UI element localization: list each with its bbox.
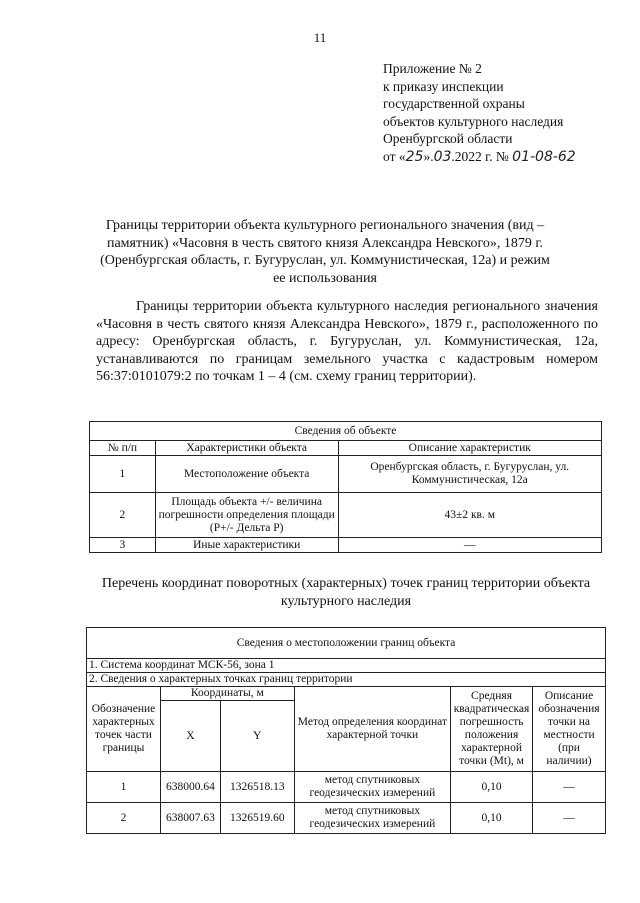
row-description: Оренбургская область, г. Бугуруслан, ул. Коммунистическая, 12а bbox=[338, 456, 601, 493]
column-header-x: X bbox=[160, 701, 220, 772]
coordinate-system: 1. Система координат МСК-56, зона 1 bbox=[87, 659, 606, 673]
order-number: 01-08-62 bbox=[512, 148, 576, 165]
point-method: метод спутниковых геодезических измерений bbox=[294, 772, 450, 803]
table-row bbox=[87, 803, 606, 834]
point-number: 2 bbox=[87, 803, 161, 834]
column-header: Описание характеристик bbox=[338, 441, 601, 456]
appendix-line: государственной охраны bbox=[383, 96, 525, 111]
appendix-line: Оренбургской области bbox=[383, 131, 513, 146]
row-description: 43±2 кв. м bbox=[338, 493, 601, 538]
point-y: 1326518.13 bbox=[220, 772, 294, 803]
column-header-method: Метод определения координат характерной точки bbox=[294, 687, 450, 772]
point-number: 1 bbox=[87, 772, 161, 803]
appendix-line: Приложение № 2 bbox=[383, 61, 482, 76]
row-characteristic: Местоположение объекта bbox=[155, 456, 338, 493]
object-info-table bbox=[89, 421, 602, 553]
body-paragraph bbox=[96, 298, 598, 386]
page-number: 11 bbox=[313, 30, 327, 45]
table-caption: Сведения о местоположении границ объекта bbox=[87, 628, 606, 659]
point-method: метод спутниковых геодезических измерений bbox=[294, 803, 450, 834]
column-header-y: Y bbox=[220, 701, 294, 772]
date-prefix: от « bbox=[383, 148, 406, 164]
column-header-error: Средняя квадратическая погрешность положения характерной точки (Mt), м bbox=[451, 687, 533, 772]
row-number: 1 bbox=[90, 456, 156, 493]
table-row bbox=[87, 772, 606, 803]
document-heading: Границы территории объекта культурного регионального значения (вид – памятник) «Часовня в честь святого князя Александра Невского», 1879 г. (Оренбургская область, г. Бугуруслан, ул. Коммунистическая, 12а) и режим ее использования bbox=[100, 218, 550, 286]
appendix-date-line bbox=[383, 148, 576, 167]
column-header-point: Обозначение характерных точек части границы bbox=[87, 687, 161, 772]
table-row bbox=[90, 538, 602, 553]
body-paragraph-text: Границы территории объекта культурного наследия регионального значения «Часовня в честь святого князя Александра Невского», 1879 г., расположенного по адресу: Оренбургская область, г. Бугуруслан, ул. Коммунистическая, 12а, устанавливаются по границам земельного участка с кадастровым номером 56:37:0101079:2 по точкам 1 – 4 (см. схему границ территории). bbox=[96, 299, 598, 384]
point-description: — bbox=[533, 803, 606, 834]
date-year: .2022 г. № bbox=[451, 148, 509, 164]
date-month: 03 bbox=[433, 148, 452, 165]
coords-heading: Перечень координат поворотных (характерных) точек границ территории объекта культурного наследия bbox=[101, 576, 591, 609]
column-header: № п/п bbox=[90, 441, 156, 456]
row-number: 2 bbox=[90, 493, 156, 538]
table-row bbox=[90, 456, 602, 493]
point-x: 638000.64 bbox=[160, 772, 220, 803]
point-y: 1326519.60 bbox=[220, 803, 294, 834]
appendix-block bbox=[383, 60, 576, 166]
column-header-coords: Координаты, м bbox=[160, 687, 294, 701]
point-x: 638007.63 bbox=[160, 803, 220, 834]
appendix-line: объектов культурного наследия bbox=[383, 113, 564, 129]
coordinates-table bbox=[86, 627, 606, 834]
appendix-line: к приказу инспекции bbox=[383, 78, 504, 94]
row-description: — bbox=[338, 538, 601, 553]
point-description: — bbox=[533, 772, 606, 803]
row-characteristic: Площадь объекта +/- величина погрешности определения площади (P+/- Дельта P) bbox=[155, 493, 338, 538]
points-title: 2. Сведения о характерных точках границ территории bbox=[87, 673, 606, 687]
date-day: 25 bbox=[405, 148, 424, 165]
point-error: 0,10 bbox=[451, 803, 533, 834]
column-header-description: Описание обозначения точки на местности (при наличии) bbox=[533, 687, 606, 772]
date-mid: ». bbox=[423, 148, 434, 164]
table-row bbox=[90, 493, 602, 538]
column-header: Характеристики объекта bbox=[155, 441, 338, 456]
point-error: 0,10 bbox=[451, 772, 533, 803]
row-characteristic: Иные характеристики bbox=[155, 538, 338, 553]
row-number: 3 bbox=[90, 538, 156, 553]
table-caption: Сведения об объекте bbox=[90, 422, 602, 441]
